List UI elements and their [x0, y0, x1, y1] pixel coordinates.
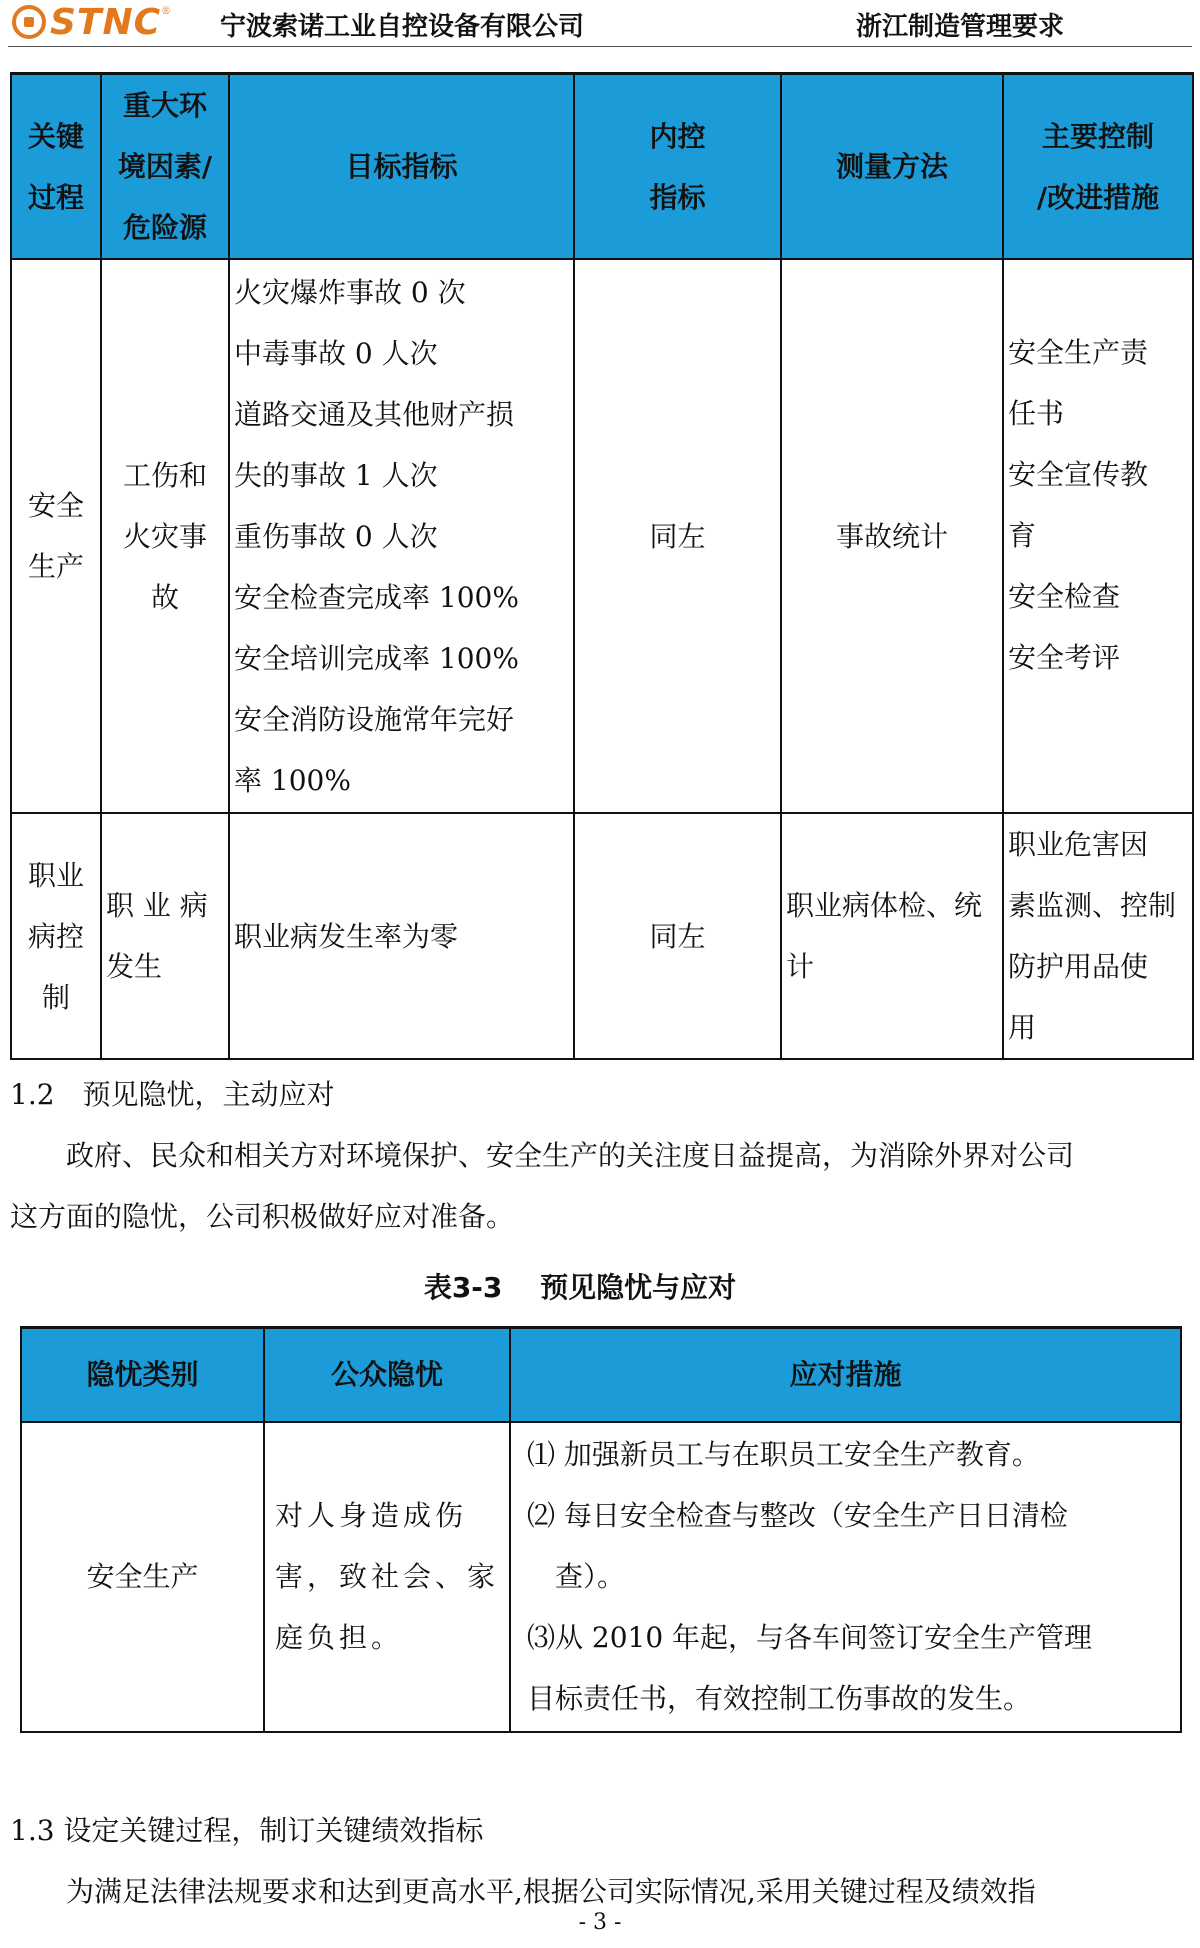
section-heading: 1.2 预见隐忧，主动应对: [10, 1078, 335, 1111]
text-line: 计: [786, 950, 815, 983]
list-line: 目标责任书，有效控制工伤事故的发生。: [527, 1682, 1032, 1715]
process-cell: [11, 259, 101, 813]
header-response: 应对措施: [510, 1328, 1181, 1422]
list-line: 安全消防设施常年完好: [234, 702, 515, 736]
header-measurement: [781, 74, 1003, 260]
list-line: 查）。: [527, 1560, 626, 1593]
list-line: 用: [1008, 1011, 1037, 1044]
company-logo: [12, 1, 172, 43]
list-line: 中毒事故 0 人次: [234, 336, 438, 370]
hazard-cell: [101, 259, 229, 813]
header-target: [229, 74, 574, 260]
list-line: 安全培训完成率 100%: [234, 641, 519, 675]
list-line: 安全宣传教: [1008, 458, 1149, 491]
list-line: 任书: [1008, 397, 1065, 430]
list-line: 安全生产责: [1008, 336, 1149, 369]
text-line: 安全: [27, 489, 84, 522]
internal-cell: 同左: [574, 813, 781, 1059]
hazard-cell: [101, 813, 229, 1059]
list-line: ⑶从 2010 年起，与各车间签订安全生产管理: [527, 1621, 1093, 1654]
list-line: 安全检查完成率 100%: [234, 580, 519, 614]
text-line: 职业病体检、统: [786, 889, 983, 922]
list-line: 职业病发生率为零: [234, 919, 459, 953]
document-title: 浙江制造管理要求: [855, 12, 1064, 42]
text-line: 职业: [27, 858, 84, 892]
table-row: [21, 1422, 1181, 1732]
text-line: 指标: [649, 180, 706, 214]
text-line: 对人身造成伤: [275, 1499, 468, 1532]
measures-cell: [1003, 813, 1193, 1059]
text-line: 目标指标: [345, 150, 458, 183]
response-cell: [510, 1422, 1181, 1732]
category-cell: 安全生产: [21, 1422, 264, 1732]
text-line: 害，致社会、家: [275, 1560, 500, 1593]
header-hazard: [101, 74, 229, 260]
header-category: 隐忧类别: [21, 1328, 264, 1422]
target-cell: [229, 259, 574, 813]
table-caption: 表3-3 预见隐忧与应对: [423, 1271, 737, 1304]
list-line: 率 100%: [234, 763, 351, 797]
table-row: [11, 259, 1193, 813]
text-line: 主要控制: [1041, 119, 1154, 153]
paragraph-line: 这方面的隐忧，公司积极做好应对准备。: [10, 1200, 515, 1233]
text-line: /改进措施: [1036, 180, 1160, 214]
page-number: - 3 -: [578, 1910, 622, 1935]
text-line: 火灾事: [122, 519, 207, 553]
text-line: 工伤和: [122, 458, 207, 492]
method-cell: 事故统计: [781, 259, 1003, 813]
concern-table: [20, 1326, 1182, 1733]
list-line: 素监测、控制: [1008, 889, 1177, 922]
list-line: ⑴ 加强新员工与在职员工安全生产教育。: [527, 1438, 1040, 1471]
text-line: 故: [150, 580, 179, 614]
list-line: 重伤事故 0 人次: [234, 519, 438, 553]
header-internal-control: [574, 74, 781, 260]
text-line: 内控: [649, 119, 706, 153]
process-cell: [11, 813, 101, 1059]
text-line: 过程: [27, 180, 84, 214]
text-line: 职 业 病: [106, 889, 208, 922]
registered-mark: ®: [161, 6, 172, 17]
paragraph-line: 政府、民众和相关方对环境保护、安全生产的关注度日益提高，为消除外界对公司: [66, 1139, 1075, 1172]
text-line: 发生: [106, 950, 163, 983]
page-header: [8, 0, 1192, 47]
list-line: ⑵ 每日安全检查与整改（安全生产日日清检: [527, 1499, 1068, 1532]
text-line: 重大环: [122, 89, 207, 122]
list-line: 职业危害因: [1008, 828, 1149, 861]
paragraph-line: 为满足法律法规要求和达到更高水平,根据公司实际情况,采用关键过程及绩效指: [66, 1875, 1036, 1908]
text-line: 关键: [27, 119, 84, 153]
list-line: 育: [1008, 519, 1037, 552]
target-cell: [229, 813, 574, 1059]
text-line: 测量方法: [835, 150, 948, 183]
measures-cell: [1003, 259, 1193, 813]
list-line: 失的事故 1 人次: [234, 458, 438, 492]
list-line: 安全检查: [1008, 580, 1121, 613]
list-line: 道路交通及其他财产损: [234, 397, 515, 431]
list-line: 火灾爆炸事故 0 次: [234, 275, 466, 309]
company-name: 宁波索诺工业自控设备有限公司: [220, 12, 585, 42]
method-cell: [781, 813, 1003, 1059]
text-line: 庭负担。: [275, 1621, 404, 1654]
internal-cell: 同左: [574, 259, 781, 813]
text-line: 生产: [27, 550, 84, 583]
logo-icon: [12, 5, 46, 39]
text-line: 境因素/: [117, 150, 213, 183]
section-heading: 1.3 设定关键过程，制订关键绩效指标: [10, 1814, 484, 1847]
text-line: 制: [41, 980, 70, 1014]
header-concern: 公众隐忧: [264, 1328, 510, 1422]
key-process-table: [10, 72, 1194, 1060]
header-measures: [1003, 74, 1193, 260]
table-row: [11, 813, 1193, 1059]
concern-cell: [264, 1422, 510, 1732]
logo-text: STNC: [50, 1, 162, 43]
text-line: 病控: [27, 919, 84, 953]
header-key-process: [11, 74, 101, 260]
list-line: 防护用品使: [1008, 950, 1149, 983]
text-line: 危险源: [122, 211, 207, 244]
list-line: 安全考评: [1008, 641, 1121, 674]
